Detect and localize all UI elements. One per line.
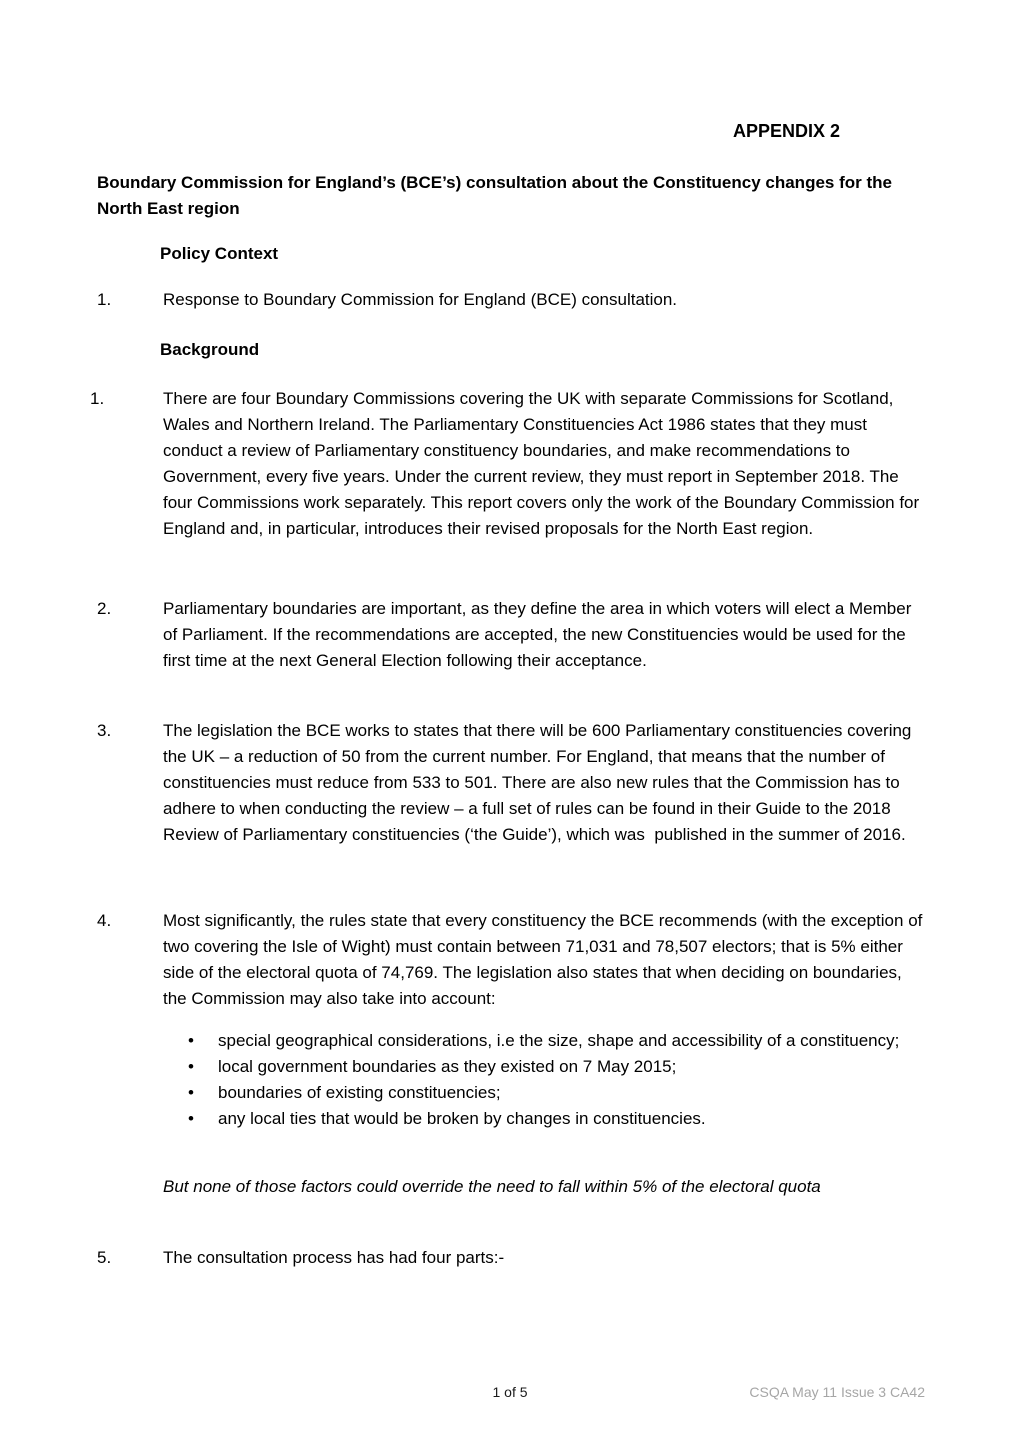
paragraph-text: Most significantly, the rules state that every constituency the BCE recommends (with the exception of two covering the Isle of Wight) must contain between 71,031 and 78,507 electors; that is 5% either side of the electoral quota of 74,769. The legislation also states that when deciding on boundaries, the Commission may also take into account: [163, 911, 928, 1008]
paragraph-number: 2. [97, 599, 112, 618]
bullet-item [0, 1106, 1020, 1132]
paragraph-number: 5. [97, 1248, 112, 1267]
paragraph-number: 1. [97, 290, 112, 309]
numbered-paragraph-5 [0, 1245, 1020, 1271]
document-reference: CSQA May 11 Issue 3 CA42 [749, 1384, 925, 1400]
paragraph-number: 4. [97, 911, 112, 930]
paragraph-number: 1. [90, 389, 105, 408]
bullet-item [0, 1080, 1020, 1106]
paragraph-text: Parliamentary boundaries are important, as they define the area in which voters will elect a Member of Parliament. If the recommendations are accepted, the new Constituencies would be used for the first time at the next General Election following their acceptance. [163, 599, 917, 670]
document-title: Boundary Commission for England’s (BCE’s) consultation about the Constituency changes for the North East region [97, 173, 892, 218]
bullet-item [0, 1028, 1020, 1054]
page-number: 1 of 5 [492, 1384, 528, 1400]
policy-item [0, 287, 1020, 313]
bullet-icon: • [188, 1109, 194, 1128]
bullet-text: any local ties that would be broken by changes in constituencies. [218, 1109, 706, 1128]
section-heading-policy-context: Policy Context [160, 244, 279, 263]
italic-note: But none of those factors could override the need to fall within 5% of the electoral quota [163, 1177, 821, 1196]
paragraph-text: The legislation the BCE works to states that there will be 600 Parliamentary constituencies covering the UK – a reduction of 50 from the current number. For England, that means that the number of constituencies must reduce from 533 to 501. There are also new rules that the Commission has to adhere to when conducting the review – a full set of rules can be found in their Guide to the 2018 Review of Parliamentary constituencies (‘the Guide’), which was published in the summer of 2016. [163, 721, 917, 844]
bullet-text: boundaries of existing constituencies; [218, 1083, 501, 1102]
bullet-text: local government boundaries as they existed on 7 May 2015; [218, 1057, 677, 1076]
appendix-label: APPENDIX 2 [732, 121, 840, 141]
bullet-icon: • [188, 1083, 194, 1102]
numbered-paragraph-1 [0, 386, 1020, 542]
bullet-item [0, 1054, 1020, 1080]
bullet-icon: • [188, 1031, 194, 1050]
bullet-list [0, 1028, 1020, 1132]
numbered-paragraph-2 [0, 596, 1020, 674]
bullet-icon: • [188, 1057, 194, 1076]
section-heading-background: Background [160, 340, 260, 359]
paragraph-text: Response to Boundary Commission for England (BCE) consultation. [163, 290, 678, 309]
paragraph-text: There are four Boundary Commissions covering the UK with separate Commissions for Scotland, Wales and Northern Ireland. The Parliamentary Constituencies Act 1986 states that they must conduct a review of Parliamentary constituency boundaries, and make recommendations to Government, every five years. Under the current review, they must report in September 2018. The four Commissions work separately. This report covers only the work of the Boundary Commission for England and, in particular, introduces their revised proposals for the North East region. [163, 389, 924, 538]
numbered-paragraph-3 [0, 718, 1020, 848]
numbered-paragraph-4 [0, 908, 1020, 1012]
paragraph-number: 3. [97, 721, 112, 740]
bullet-text: special geographical considerations, i.e the size, shape and accessibility of a constituency; [218, 1031, 900, 1050]
paragraph-text: The consultation process has had four parts:- [163, 1248, 505, 1267]
